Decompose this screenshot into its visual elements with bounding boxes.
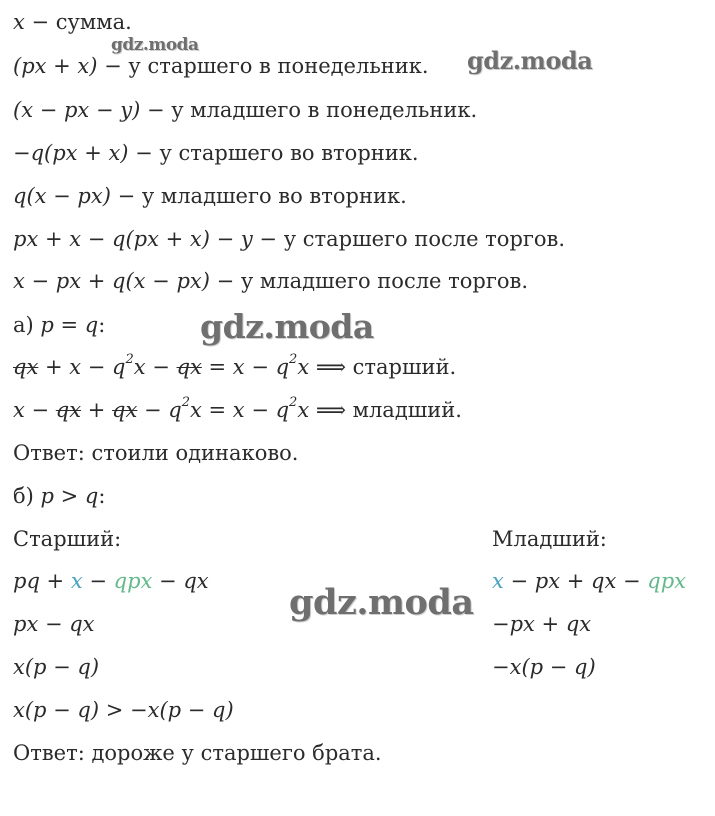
math-expr: q(x − px): [13, 184, 111, 208]
math-expr: −q(px + x): [13, 141, 129, 165]
senior-row-3: [13, 653, 99, 681]
math-expr: x(p − q): [13, 655, 100, 679]
text: − у старшего в понедельник.: [97, 54, 429, 78]
text: Старший:: [13, 527, 122, 551]
cancelled-term: qx: [55, 398, 82, 422]
math-part: x −: [13, 398, 56, 422]
math-part: − px + qx −: [503, 569, 648, 593]
line-senior-monday: [13, 52, 429, 80]
line-junior-tuesday: [13, 182, 407, 210]
math-part: x: [297, 355, 310, 379]
exponent: 2: [289, 352, 298, 367]
case-a-heading: [13, 311, 105, 339]
text: ⟹ младший.: [309, 398, 462, 422]
colon: :: [98, 313, 106, 337]
answer-b: [13, 739, 382, 767]
cancelled-term: qx: [176, 355, 202, 379]
comparison-row: [13, 696, 234, 724]
text: − у старшего после торгов.: [252, 227, 566, 251]
cancelled-term: qx: [112, 398, 138, 422]
answer-a: [13, 439, 298, 467]
case-b-heading: [13, 482, 105, 510]
math-part: = x − q: [201, 355, 290, 379]
line-senior-after: [13, 225, 565, 253]
senior-row-2: [13, 610, 95, 638]
math-part: −: [82, 569, 114, 593]
senior-row-1: [13, 567, 209, 595]
highlighted-term: qpx: [113, 569, 153, 593]
math-expr: px − qx: [13, 612, 95, 636]
math-expr: px + x − q(px + x) − y: [13, 227, 253, 251]
math-expr: x − px + q(x − px): [13, 269, 210, 293]
math-part: +: [81, 398, 113, 422]
text: − сумма.: [24, 10, 132, 34]
math-expr: p = q: [40, 313, 99, 337]
junior-row-2: [492, 610, 591, 638]
text: − у младшего в понедельник.: [140, 98, 478, 122]
senior-column-header: [13, 525, 121, 553]
highlighted-term: x: [70, 569, 83, 593]
math-expr: x(p − q) > −x(p − q): [13, 698, 234, 722]
text: ⟹ старший.: [309, 355, 457, 379]
case-label: а): [13, 313, 41, 337]
math-expr: −x(p − q): [492, 655, 596, 679]
cancelled-term: qx: [13, 355, 39, 379]
text: Младший:: [492, 527, 607, 551]
watermark: gdz.moda: [289, 582, 474, 623]
text: − у младшего после торгов.: [209, 269, 529, 293]
math-expr: −px + qx: [492, 612, 592, 636]
highlighted-term: x: [492, 569, 504, 593]
highlighted-term: qpx: [647, 569, 686, 593]
math-part: pq +: [13, 569, 71, 593]
colon: :: [98, 484, 106, 508]
math-part: − qx: [152, 569, 209, 593]
line-senior-tuesday: [13, 139, 419, 167]
line-junior-equation: [13, 396, 462, 424]
watermark: gdz.moda: [467, 46, 593, 75]
exponent: 2: [289, 395, 298, 410]
math-expr: p > q: [40, 484, 99, 508]
math-expr: x: [13, 10, 25, 34]
junior-row-3: [492, 653, 596, 681]
text: Ответ: дороже у старшего брата.: [13, 741, 382, 765]
math-expr: (x − px − y): [13, 98, 141, 122]
junior-row-1: [492, 567, 686, 595]
text: Ответ: стоили одинаково.: [13, 441, 299, 465]
math-expr: (px + x): [13, 54, 98, 78]
line-junior-monday: [13, 96, 477, 124]
line-senior-equation: [13, 353, 456, 381]
case-label: б): [13, 484, 41, 508]
junior-column-header: [492, 525, 607, 553]
watermark: gdz.moda: [111, 35, 199, 55]
text: − у старшего во вторник.: [128, 141, 419, 165]
exponent: 2: [181, 395, 191, 410]
math-part: − q: [137, 398, 182, 422]
math-part: + x − q: [38, 355, 126, 379]
math-part: x −: [133, 355, 177, 379]
line-junior-after: [13, 267, 528, 295]
math-part: x = x − q: [190, 398, 290, 422]
watermark: gdz.moda: [200, 307, 374, 346]
math-part: x: [297, 398, 310, 422]
text: − у младшего во вторник.: [110, 184, 407, 208]
exponent: 2: [125, 352, 134, 367]
line-sum: [13, 8, 132, 36]
